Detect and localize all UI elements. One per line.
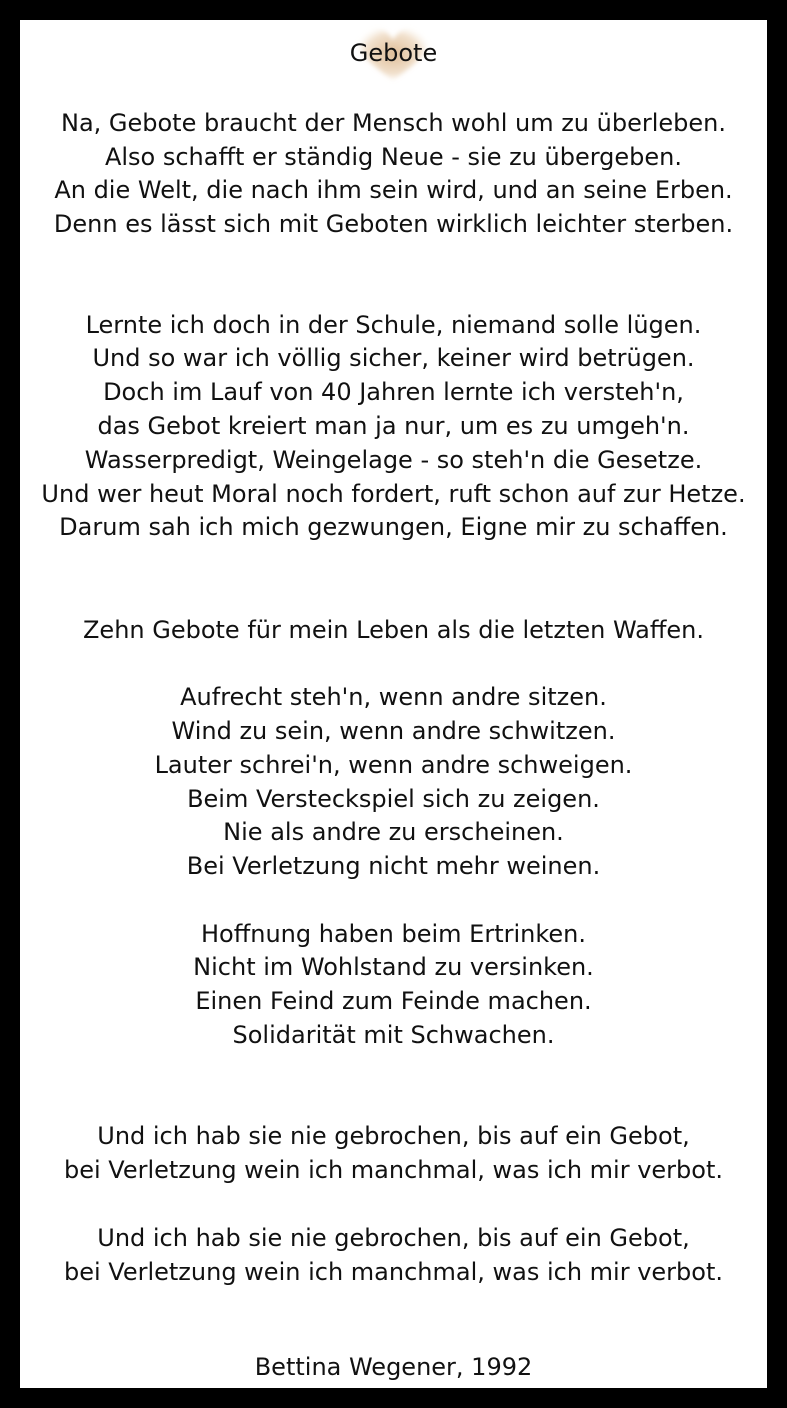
poem-line: Und wer heut Moral noch fordert, ruft schon auf zur Hetze. bbox=[41, 480, 746, 508]
poem-line: Darum sah ich mich gezwungen, Eigne mir zu schaffen. bbox=[59, 513, 728, 541]
poem-line: Und so war ich völlig sicher, keiner wird betrügen. bbox=[92, 344, 695, 372]
poem-line: bei Verletzung wein ich manchmal, was ich mir verbot. bbox=[63, 1258, 724, 1286]
poem-line: Wasserpredigt, Weingelage - so steh'n die Gesetze. bbox=[84, 446, 703, 474]
poem-line: das Gebot kreiert man ja nur, um es zu umgeh'n. bbox=[97, 412, 690, 440]
poem-line: Und ich hab sie nie gebrochen, bis auf ein Gebot, bbox=[97, 1224, 690, 1252]
poem-line: Nicht im Wohlstand zu versinken. bbox=[193, 953, 594, 981]
poem-line: Lernte ich doch in der Schule, niemand solle lügen. bbox=[85, 311, 702, 339]
poem-line: Und ich hab sie nie gebrochen, bis auf ein Gebot, bbox=[97, 1122, 690, 1150]
poem-line: Beim Versteckspiel sich zu zeigen. bbox=[187, 785, 600, 813]
poem-line: bei Verletzung wein ich manchmal, was ich mir verbot. bbox=[63, 1156, 724, 1184]
author-credit: Bettina Wegener, 1992 bbox=[254, 1353, 533, 1381]
poem-line: Aufrecht steh'n, wenn andre sitzen. bbox=[180, 683, 607, 711]
poem-line: Na, Gebote braucht der Mensch wohl um zu überleben. bbox=[60, 109, 726, 137]
poem-line: Lauter schrei'n, wenn andre schweigen. bbox=[154, 751, 633, 779]
poem-line: An die Welt, die nach ihm sein wird, und an seine Erben. bbox=[54, 176, 733, 204]
poem-line: Hoffnung haben beim Ertrinken. bbox=[200, 920, 587, 948]
poem-line: Doch im Lauf von 40 Jahren lernte ich versteh'n, bbox=[103, 378, 684, 406]
poem-line: Denn es lässt sich mit Geboten wirklich leichter sterben. bbox=[53, 210, 734, 238]
poem-line: Nie als andre zu erscheinen. bbox=[223, 818, 564, 846]
poem-line: Zehn Gebote für mein Leben als die letzten Waffen. bbox=[82, 616, 704, 644]
poem-line: Solidarität mit Schwachen. bbox=[232, 1021, 555, 1049]
poem-line: Also schafft er ständig Neue - sie zu übergeben. bbox=[104, 143, 683, 171]
poem-line: Wind zu sein, wenn andre schwitzen. bbox=[171, 717, 616, 745]
poem-line: Bei Verletzung nicht mehr weinen. bbox=[186, 852, 601, 880]
poem-line: Einen Feind zum Feinde machen. bbox=[195, 987, 592, 1015]
poem-title: Gebote bbox=[349, 39, 438, 67]
poem-page bbox=[20, 20, 767, 1388]
